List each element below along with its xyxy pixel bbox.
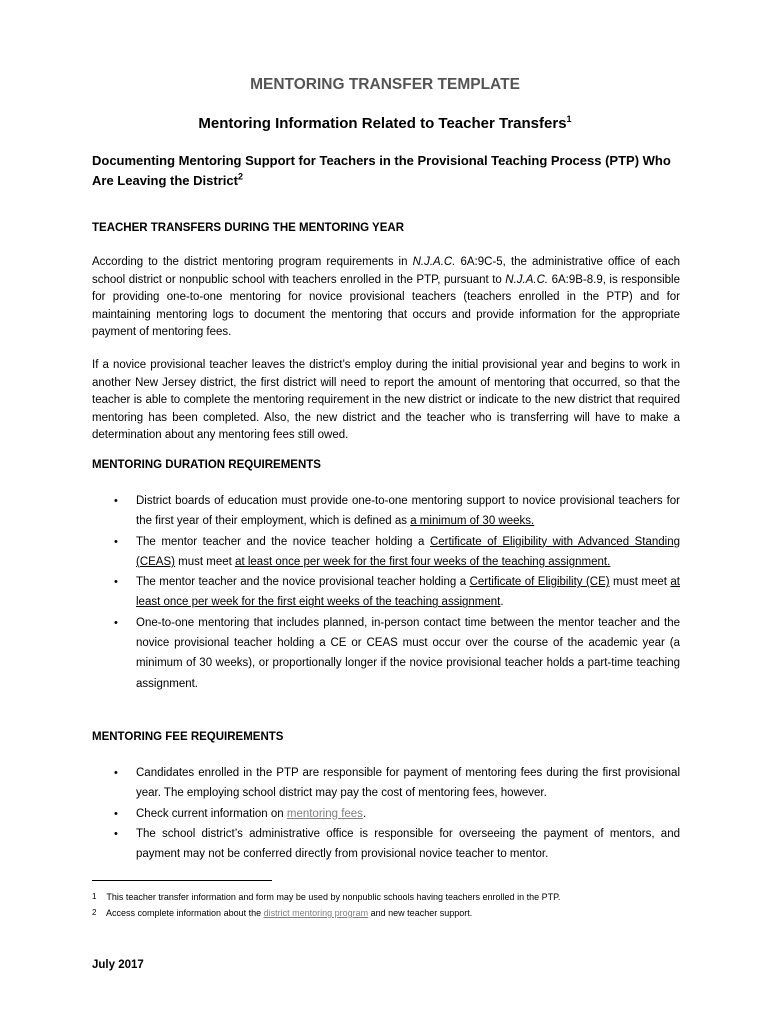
underlined-text: Certificate of Eligibility (CE)	[469, 576, 610, 589]
footnote-ref-2: 2	[237, 171, 243, 182]
duration-list	[92, 491, 680, 694]
section-heading-fees: MENTORING FEE REQUIREMENTS	[92, 731, 284, 743]
item-text: One-to-one mentoring that includes planned, in-person contact time between the mentor teacher and the novice provisional teacher holding a CE or CEAS must occur over the course of the academic year (a minimum of 30 weeks), or proportionally longer if the novice provisional teacher holds a part-time teaching assignment.	[136, 616, 680, 690]
footnote-1	[92, 891, 692, 903]
item-text: The mentor teacher and the novice teacher holding a	[136, 535, 430, 548]
item-text: .	[362, 807, 367, 820]
bullet-icon: •	[114, 576, 118, 589]
footnote-2	[92, 907, 692, 919]
document-subtitle	[0, 115, 770, 132]
heading-text: Documenting Mentoring Support for Teachers in the Provisional Teaching Process (PTP) Who Are Leaving the District	[92, 153, 671, 188]
district-mentoring-program-link[interactable]: district mentoring program	[263, 908, 369, 918]
paragraph-leaving-district: If a novice provisional teacher leaves the district’s employ during the initial provisional year and begins to work in another New Jersey district, the first district will need to report the amount of mentoring that occurred, so that the teacher is able to complete the mentoring requirement in the new district or indicate to the new district that required mentoring has been completed. Also, the new district and the teacher who is transferring will have to make a determination about any mentoring fees still owed.	[92, 359, 680, 441]
underlined-text: Certificate of Eligibility with Advanced Standing (CEAS)	[136, 535, 681, 568]
list-item	[92, 824, 680, 865]
item-text: The school district’s administrative office is responsible for overseeing the payment of mentors, and payment may not be conferred directly from provisional novice teacher to mentor.	[136, 827, 680, 861]
citation: N.J.A.C.	[412, 256, 456, 268]
list-item	[92, 763, 680, 804]
document-heading	[92, 151, 684, 191]
bullet-icon: •	[114, 495, 118, 507]
footnote-text: This teacher transfer information and form may be used by nonpublic schools having teachers enrolled in the PTP.	[106, 892, 561, 902]
bullet-icon: •	[114, 535, 118, 548]
para-text: According to the district mentoring program requirements in	[92, 256, 413, 268]
bullet-icon: •	[114, 767, 118, 779]
section-heading-duration: MENTORING DURATION REQUIREMENTS	[92, 459, 321, 471]
footnote-divider	[92, 880, 272, 881]
bullet-icon: •	[114, 807, 118, 820]
item-text: must meet	[174, 555, 236, 568]
underlined-text: at least once per week for the first four weeks of the teaching assignment.	[235, 555, 611, 568]
item-text: .	[500, 596, 504, 609]
fees-list	[92, 763, 680, 864]
bullet-icon: •	[114, 616, 118, 629]
footnote-text: and new teacher support.	[368, 908, 473, 918]
list-item	[92, 804, 680, 824]
list-item	[92, 613, 680, 694]
item-text: District boards of education must provide one-to-one mentoring support to novice provisional teachers for the first year of their employment, which is defined as	[136, 495, 680, 528]
list-item	[92, 572, 680, 613]
list-item	[92, 491, 680, 532]
footnote-ref-1: 1	[566, 114, 572, 124]
para-text: 6A:9B-8.9, is responsible for providing one-to-one mentoring for novice provisional teachers (teachers enrolled in the PTP) and for maintaining mentoring logs to document the mentoring that occurs and provide information for the appropriate payment of mentoring fees.	[92, 273, 680, 338]
mentoring-fees-link[interactable]: mentoring fees	[286, 807, 363, 820]
footer-date: July 2017	[92, 959, 144, 971]
section-heading-transfers: TEACHER TRANSFERS DURING THE MENTORING YEAR	[92, 222, 405, 234]
list-item	[92, 532, 680, 573]
item-text: The mentor teacher and the novice provisional teacher holding a	[136, 576, 470, 589]
paragraph-requirements	[92, 254, 680, 342]
subtitle-text: Mentoring Information Related to Teacher Transfers	[198, 115, 567, 132]
document-title: MENTORING TRANSFER TEMPLATE	[250, 76, 520, 93]
item-text: must meet	[609, 576, 671, 589]
citation: N.J.A.C.	[505, 273, 549, 286]
footnote-text: Access complete information about the	[106, 908, 264, 918]
underlined-text: a minimum of 30 weeks.	[410, 515, 535, 528]
item-text: Check current information on	[136, 807, 287, 820]
item-text: Candidates enrolled in the PTP are responsible for payment of mentoring fees during the first provisional year. The employing school district may pay the cost of mentoring fees, however.	[136, 767, 680, 800]
footnote-mark: 2	[92, 908, 97, 917]
underlined-text: at least once per week for the first eight weeks of the teaching assignment	[136, 576, 680, 609]
bullet-icon: •	[114, 827, 118, 840]
para-text: 6A:9C-5, the administrative office of each school district or nonpublic school with teachers enrolled in the PTP, pursuant to	[92, 256, 680, 286]
footnote-mark: 1	[92, 892, 97, 901]
